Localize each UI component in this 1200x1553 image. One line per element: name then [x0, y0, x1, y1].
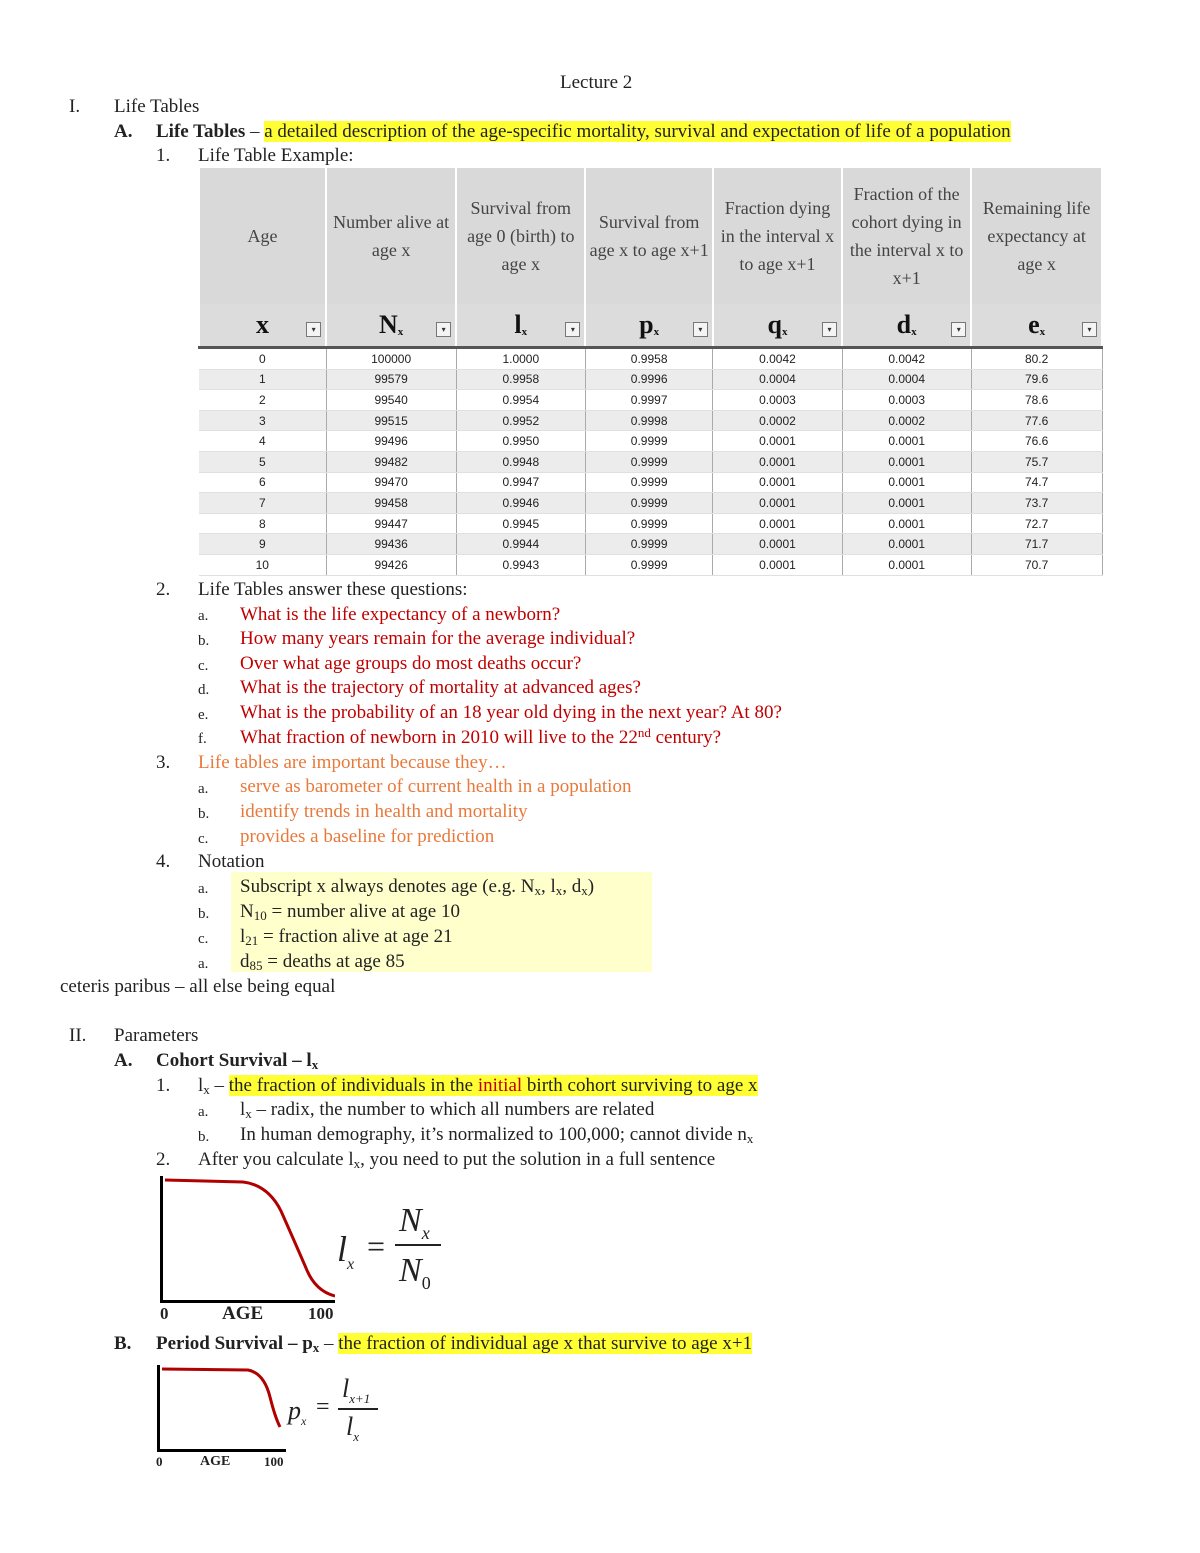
point-b-letter: b. — [198, 806, 210, 822]
symbol-d: $d_x$ ▾ — [842, 304, 971, 348]
table-cell: 0.0001 — [713, 554, 842, 575]
point-a: serve as barometer of current health in a population — [240, 776, 632, 797]
question-f-letter: f. — [198, 731, 207, 747]
table-cell: 5 — [199, 451, 326, 472]
header-survival-birth: Survival from age 0 (birth) to age x — [456, 168, 585, 304]
table-cell: 0.9997 — [585, 390, 712, 411]
question-f: What fraction of newborn in 2010 will live to the 22nd century? — [240, 725, 722, 748]
table-row — [199, 348, 1102, 370]
table-row — [199, 534, 1102, 555]
lx-note-a-letter: a. — [198, 1104, 209, 1120]
section-2-numeral: II. — [69, 1025, 87, 1046]
question-a-letter: a. — [198, 608, 209, 624]
section-2-b-letter: B. — [114, 1333, 132, 1354]
table-cell: 0.9998 — [585, 410, 712, 431]
table-cell: 0.0001 — [713, 431, 842, 452]
cohort-survival-graph — [160, 1176, 335, 1303]
lx-note-a: $l_x$ – radix, the number to which all numbers are related — [240, 1099, 655, 1121]
filter-dropdown-icon[interactable]: ▾ — [693, 322, 708, 337]
table-cell: 0.0001 — [842, 472, 971, 493]
table-cell: 0.0001 — [713, 493, 842, 514]
s2-item-2-text: After you calculate $l_x$, you need to put the solution in a full sentence — [198, 1149, 716, 1171]
symbol-e: $e_x$ ▾ — [971, 304, 1102, 348]
question-e: What is the probability of an 18 year old dying in the next year? At 80? — [240, 702, 782, 723]
table-cell: 6 — [199, 472, 326, 493]
table-cell: 1.0000 — [456, 348, 585, 370]
table-cell: 74.7 — [971, 472, 1102, 493]
point-c: provides a baseline for prediction — [240, 826, 495, 847]
life-table — [198, 168, 1103, 576]
table-cell: 0.0004 — [713, 369, 842, 390]
note-c-letter: c. — [198, 931, 209, 947]
table-cell: 79.6 — [971, 369, 1102, 390]
note-d: $d_{85}$ = deaths at age 85 — [240, 951, 405, 973]
dash: – — [245, 121, 265, 142]
table-cell: 0.9999 — [585, 513, 712, 534]
question-b-letter: b. — [198, 633, 210, 649]
table-cell: 0.9999 — [585, 472, 712, 493]
table-row — [199, 472, 1102, 493]
table-cell: 100000 — [326, 348, 456, 370]
header-age: Age — [199, 168, 326, 304]
period-survival-graph — [157, 1365, 286, 1452]
s2-item-1-number: 1. — [156, 1075, 171, 1096]
life-tables-term: Life Tables — [156, 121, 246, 142]
table-cell: 80.2 — [971, 348, 1102, 370]
note-a: Subscript x always denotes age (e.g. $N_x$, $l_x$, $d_x$) — [240, 876, 595, 898]
table-cell: 0.0003 — [713, 390, 842, 411]
section-2-a-letter: A. — [114, 1050, 133, 1071]
table-cell: 0.0001 — [713, 534, 842, 555]
item-3-number: 3. — [156, 752, 171, 773]
table-cell: 70.7 — [971, 554, 1102, 575]
table-header-desc-row — [199, 168, 1102, 304]
table-cell: 0.9999 — [585, 431, 712, 452]
table-row — [199, 513, 1102, 534]
table-cell: 0.0001 — [842, 534, 971, 555]
question-c: Over what age groups do most deaths occur? — [240, 653, 582, 674]
symbol-x: x ▾ — [199, 304, 326, 348]
filter-dropdown-icon[interactable]: ▾ — [822, 322, 837, 337]
table-cell: 99470 — [326, 472, 456, 493]
table-row — [199, 390, 1102, 411]
table-cell: 0.9999 — [585, 493, 712, 514]
item-1-number: 1. — [156, 145, 171, 166]
item-4-text: Notation — [198, 851, 265, 872]
point-a-letter: a. — [198, 781, 209, 797]
table-cell: 7 — [199, 493, 326, 514]
filter-dropdown-icon[interactable]: ▾ — [1082, 322, 1097, 337]
table-row — [199, 554, 1102, 575]
table-cell: 99436 — [326, 534, 456, 555]
table-cell: 0.9947 — [456, 472, 585, 493]
table-cell: 0.0042 — [713, 348, 842, 370]
table-cell: 0.0001 — [842, 513, 971, 534]
symbol-q: $q_x$ ▾ — [713, 304, 842, 348]
table-cell: 0.0001 — [713, 451, 842, 472]
table-cell: 0.9999 — [585, 554, 712, 575]
table-cell: 0.9944 — [456, 534, 585, 555]
table-cell: 99482 — [326, 451, 456, 472]
table-cell: 0.0001 — [842, 493, 971, 514]
symbol-l: $l_x$ ▾ — [456, 304, 585, 348]
note-a-letter: a. — [198, 881, 209, 897]
table-cell: 0.0004 — [842, 369, 971, 390]
item-1-text: Life Table Example: — [198, 145, 354, 166]
lx-definition-line: $l_x$ – the fraction of individuals in the initial birth cohort surviving to age x — [198, 1075, 758, 1097]
table-cell: 99426 — [326, 554, 456, 575]
table-cell: 0.0001 — [842, 451, 971, 472]
item-3-text: Life tables are important because they… — [198, 752, 507, 773]
point-c-letter: c. — [198, 831, 209, 847]
table-row — [199, 493, 1102, 514]
table-cell: 75.7 — [971, 451, 1102, 472]
table-cell: 0.0001 — [713, 472, 842, 493]
survival-curve-1 — [163, 1176, 335, 1300]
filter-dropdown-icon[interactable]: ▾ — [565, 322, 580, 337]
lx-note-b-letter: b. — [198, 1129, 210, 1145]
header-fraction-dying: Fraction dying in the interval x to age x+1 — [713, 168, 842, 304]
question-c-letter: c. — [198, 658, 209, 674]
ceteris-paribus: ceteris paribus – all else being equal — [60, 976, 336, 997]
table-cell: 99447 — [326, 513, 456, 534]
table-cell: 0.9946 — [456, 493, 585, 514]
item-4-number: 4. — [156, 851, 171, 872]
initial-word: initial — [477, 1075, 523, 1096]
graph1-age-label: AGE — [222, 1303, 264, 1324]
header-survival-x: Survival from age x to age x+1 — [585, 168, 712, 304]
table-cell: 76.6 — [971, 431, 1102, 452]
note-b: $N_{10}$ = number alive at age 10 — [240, 901, 460, 923]
question-b: How many years remain for the average individual? — [240, 628, 636, 649]
table-cell: 0.9999 — [585, 534, 712, 555]
table-cell: 99579 — [326, 369, 456, 390]
table-body — [199, 348, 1102, 576]
cohort-survival-heading: Cohort Survival – $l_x$ — [156, 1050, 319, 1072]
filter-dropdown-icon[interactable]: ▾ — [951, 322, 966, 337]
question-d-letter: d. — [198, 682, 210, 698]
s2-item-2-number: 2. — [156, 1149, 171, 1170]
table-cell: 0.0042 — [842, 348, 971, 370]
table-cell: 99496 — [326, 431, 456, 452]
table-cell: 0.0003 — [842, 390, 971, 411]
table-cell: 0.9954 — [456, 390, 585, 411]
point-b: identify trends in health and mortality — [240, 801, 528, 822]
table-cell: 0.9943 — [456, 554, 585, 575]
table-cell: 3 — [199, 410, 326, 431]
table-cell: 73.7 — [971, 493, 1102, 514]
table-cell: 0.0001 — [842, 554, 971, 575]
table-cell: 99540 — [326, 390, 456, 411]
lx-formula: $l_x$ = $N_x$ $N_0$ — [333, 1200, 453, 1300]
px-formula: $p_x$ = $l_{x+1}$ $l_x$ — [286, 1374, 386, 1450]
table-cell: 0.9952 — [456, 410, 585, 431]
table-cell: 72.7 — [971, 513, 1102, 534]
section-1-heading: Life Tables — [114, 96, 200, 117]
question-e-letter: e. — [198, 707, 209, 723]
table-cell: 0.0001 — [842, 431, 971, 452]
item-2-number: 2. — [156, 579, 171, 600]
table-cell: 0.9945 — [456, 513, 585, 534]
question-a: What is the life expectancy of a newborn? — [240, 604, 561, 625]
table-cell: 0.0001 — [713, 513, 842, 534]
table-cell: 2 — [199, 390, 326, 411]
table-header-symbol-row — [199, 304, 1102, 348]
table-cell: 0.9948 — [456, 451, 585, 472]
life-tables-definition-line — [156, 120, 1011, 144]
table-cell: 0.9999 — [585, 451, 712, 472]
header-number-alive: Number alive at age x — [326, 168, 456, 304]
section-1-a-letter: A. — [114, 121, 133, 142]
table-cell: 10 — [199, 554, 326, 575]
table-row — [199, 410, 1102, 431]
table-cell: 9 — [199, 534, 326, 555]
period-survival-line: Period Survival – $p_x$ – the fraction of individual age x that survive to age x+1 — [156, 1333, 753, 1355]
question-d: What is the trajectory of mortality at advanced ages? — [240, 677, 641, 698]
graph2-age-label: AGE — [200, 1454, 231, 1469]
note-b-letter: b. — [198, 906, 210, 922]
lx-note-b: In human demography, it’s normalized to 100,000; cannot divide $n_x$ — [240, 1124, 754, 1146]
note-c: $l_{21}$ = fraction alive at age 21 — [240, 926, 453, 948]
page-title: Lecture 2 — [560, 72, 633, 93]
table-cell: 71.7 — [971, 534, 1102, 555]
section-1-numeral: I. — [69, 96, 81, 117]
graph2-zero: 0 — [156, 1454, 163, 1469]
note-d-letter: a. — [198, 956, 209, 972]
table-cell: 0.9950 — [456, 431, 585, 452]
table-cell: 77.6 — [971, 410, 1102, 431]
header-life-expectancy: Remaining life expectancy at age x — [971, 168, 1102, 304]
table-cell: 0.0002 — [842, 410, 971, 431]
table-cell: 8 — [199, 513, 326, 534]
table-row — [199, 431, 1102, 452]
table-cell: 78.6 — [971, 390, 1102, 411]
table-cell: 99515 — [326, 410, 456, 431]
table-cell: 4 — [199, 431, 326, 452]
symbol-p: $p_x$ ▾ — [585, 304, 712, 348]
filter-dropdown-icon[interactable]: ▾ — [436, 322, 451, 337]
item-2-text: Life Tables answer these questions: — [198, 579, 468, 600]
table-cell: 0 — [199, 348, 326, 370]
graph1-zero: 0 — [160, 1304, 169, 1323]
table-row — [199, 369, 1102, 390]
table-cell: 1 — [199, 369, 326, 390]
filter-dropdown-icon[interactable]: ▾ — [306, 322, 321, 337]
table-cell: 0.9958 — [456, 369, 585, 390]
table-cell: 0.9958 — [585, 348, 712, 370]
life-tables-definition: a detailed description of the age-specific mortality, survival and expectation of life of a population — [264, 121, 1011, 142]
header-fraction-cohort: Fraction of the cohort dying in the interval x to x+1 — [842, 168, 971, 304]
graph1-hundred: 100 — [308, 1304, 334, 1323]
table-cell: 99458 — [326, 493, 456, 514]
section-2-heading: Parameters — [114, 1025, 199, 1046]
symbol-n: $N_x$ ▾ — [326, 304, 456, 348]
graph2-hundred: 100 — [264, 1454, 284, 1469]
table-cell: 0.0002 — [713, 410, 842, 431]
survival-curve-2 — [160, 1365, 286, 1449]
table-row — [199, 451, 1102, 472]
table-cell: 0.9996 — [585, 369, 712, 390]
